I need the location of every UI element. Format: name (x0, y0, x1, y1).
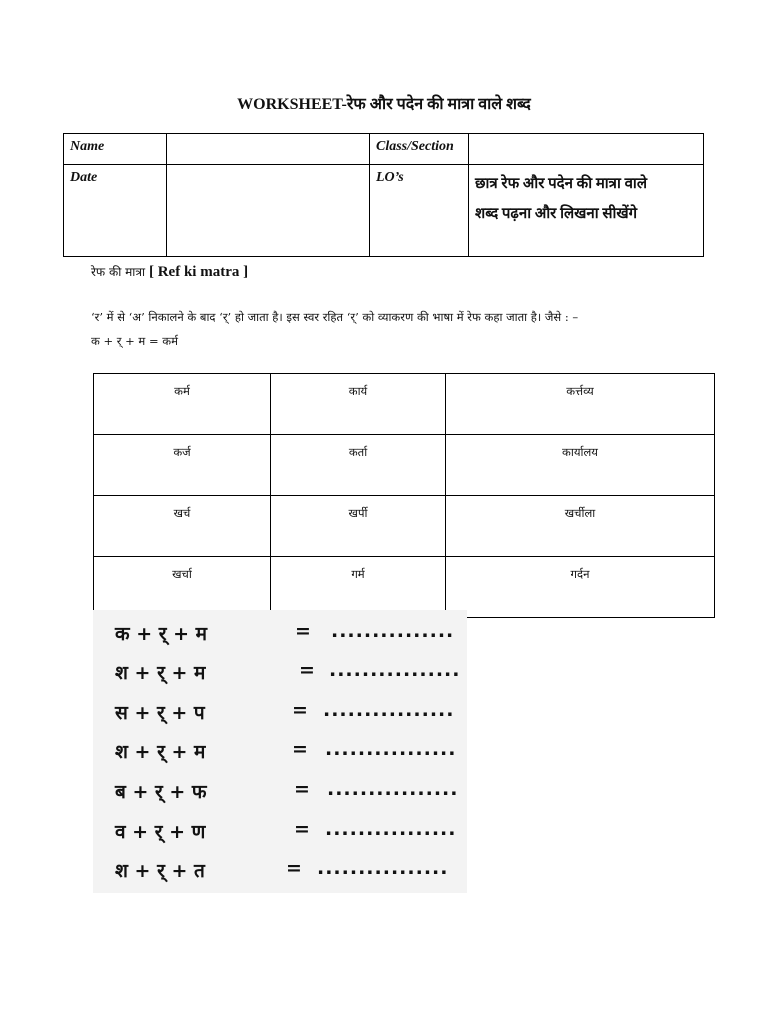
word-cell: गर्म (271, 557, 446, 618)
word-cell: कर्म (94, 374, 271, 435)
answer-blank[interactable]: ................ (323, 699, 455, 721)
practice-row (93, 812, 467, 850)
practice-expression: व + र् + ण (115, 821, 206, 843)
class-section-label: Class/Section (370, 134, 469, 165)
table-row (94, 435, 715, 496)
worksheet-title: WORKSHEET-रेफ और पदेन की मात्रा वाले शब्द (237, 96, 531, 113)
word-cell: कार्यालय (446, 435, 715, 496)
ref-description (91, 305, 711, 353)
practice-row (93, 614, 467, 652)
word-cell: खर्पी (271, 496, 446, 557)
practice-expression: स + र् + प (115, 702, 205, 724)
practice-exercise-box (93, 610, 467, 893)
equals-sign: = (286, 857, 302, 879)
word-cell: कर्ज (94, 435, 271, 496)
date-label: Date (64, 165, 167, 257)
word-cell: कार्य (271, 374, 446, 435)
date-field[interactable] (167, 165, 370, 257)
ref-heading-hindi: रेफ की मात्रा (91, 265, 146, 279)
practice-row (93, 693, 467, 731)
lo-text-line1: छात्र रेफ और पदेन की मात्रा वाले (475, 176, 647, 192)
equals-sign: = (294, 818, 310, 840)
description-line1: ‘र’ में से ‘अ’ निकालने के बाद ‘र्’ हो जाता है। इस स्वर रहित ‘र्’ को व्याकरण की भाषा में रेफ कहा जाता है। जैसे : – (91, 310, 579, 324)
ref-heading (91, 263, 248, 281)
lo-label: LO’s (370, 165, 469, 257)
name-field[interactable] (167, 134, 370, 165)
practice-expression: क + र् + म (115, 623, 208, 645)
equals-sign: = (294, 778, 310, 800)
description-example: क + र् + म = कर्म (91, 334, 178, 348)
practice-expression: श + र् + म (115, 662, 206, 684)
answer-blank[interactable]: ................ (327, 778, 459, 800)
practice-expression: श + र् + त (115, 860, 205, 882)
answer-blank[interactable]: ................ (329, 659, 461, 681)
equals-sign: = (292, 699, 308, 721)
practice-row (93, 732, 467, 770)
word-cell: गर्दन (446, 557, 715, 618)
student-info-table (63, 133, 704, 257)
answer-blank[interactable]: ................ (317, 857, 449, 879)
practice-row (93, 772, 467, 810)
word-cell: कर्त्तव्य (446, 374, 715, 435)
ref-words-table (93, 373, 715, 618)
answer-blank[interactable]: ............... (331, 620, 455, 642)
lo-cell (469, 165, 704, 257)
table-row (94, 557, 715, 618)
word-cell: खर्चा (94, 557, 271, 618)
practice-expression: ब + र् + फ (115, 781, 207, 803)
answer-blank[interactable]: ................ (325, 818, 457, 840)
table-row (94, 374, 715, 435)
ref-heading-english: [ Ref ki matra ] (148, 264, 249, 280)
lo-text-line2: शब्द पढ़ना और लिखना सीखेंगे (475, 206, 638, 222)
name-label: Name (64, 134, 167, 165)
practice-expression: श + र् + म (115, 741, 206, 763)
equals-sign: = (295, 620, 311, 642)
answer-blank[interactable]: ................ (325, 738, 457, 760)
word-cell: कर्ता (271, 435, 446, 496)
practice-row (93, 851, 467, 889)
word-cell: खर्चीला (446, 496, 715, 557)
equals-sign: = (299, 659, 315, 681)
word-cell: खर्च (94, 496, 271, 557)
table-row (94, 496, 715, 557)
class-section-field[interactable] (469, 134, 704, 165)
practice-row (93, 653, 467, 691)
equals-sign: = (292, 738, 308, 760)
